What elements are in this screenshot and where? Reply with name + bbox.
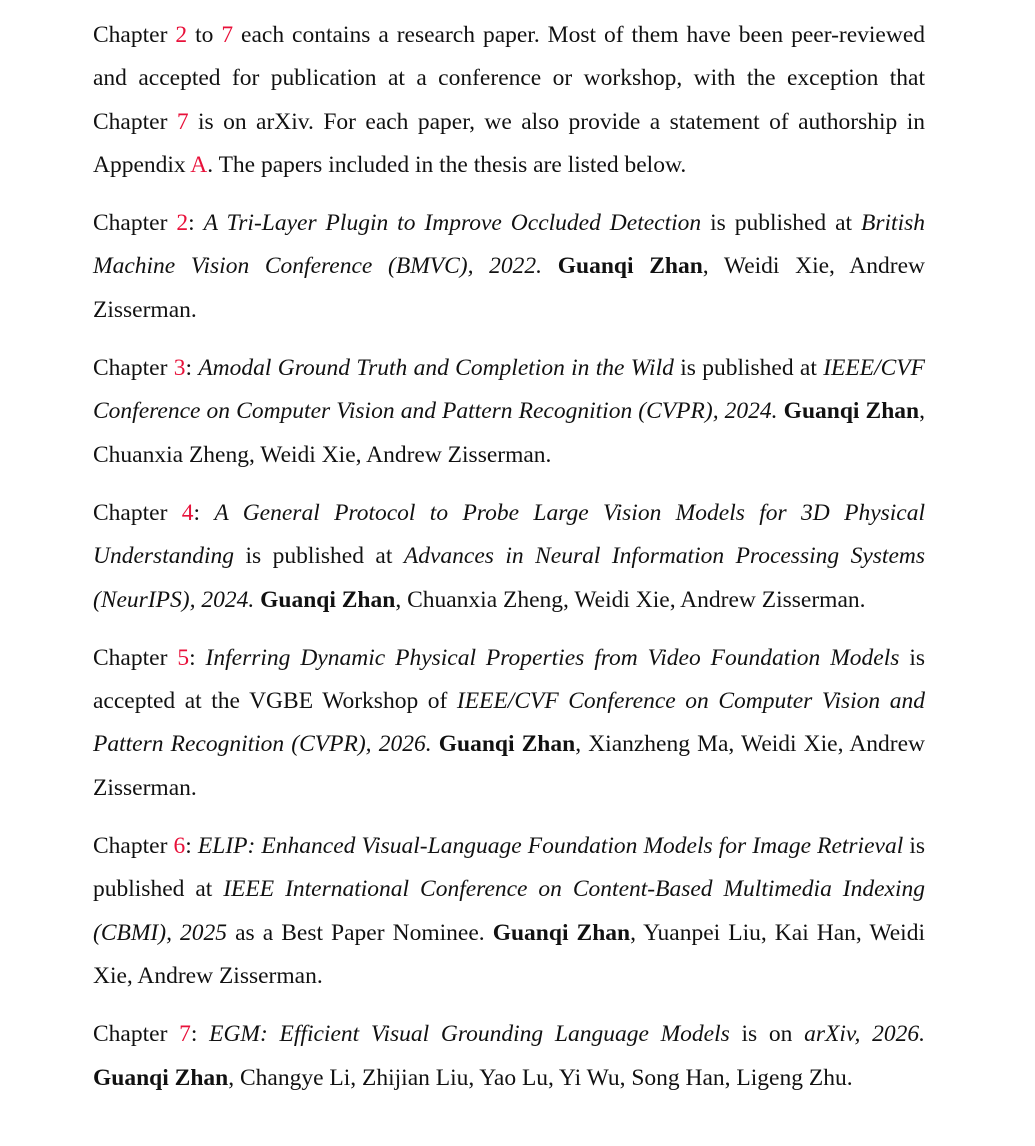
cross-reference-link[interactable]: 3 bbox=[173, 355, 186, 382]
publication-entry bbox=[93, 825, 925, 998]
italic-title: A Tri-Layer Plugin to Improve Occluded Detection bbox=[203, 210, 702, 237]
cross-reference-link[interactable]: 6 bbox=[173, 833, 186, 860]
text-run: , Xianzheng Ma, Weidi Xie, Andrew Zisserman. bbox=[93, 731, 926, 801]
text-run: . The papers included in the thesis are listed below. bbox=[207, 151, 687, 178]
publication-entry bbox=[93, 347, 925, 477]
text-run: is published at bbox=[93, 833, 926, 903]
text-run: : bbox=[188, 210, 204, 237]
text-run: each contains a research paper. Most of them have been peer-reviewed and accepted for publication at a conference or workshop, with the exception that Chapter bbox=[93, 22, 926, 135]
text-run bbox=[542, 253, 558, 279]
cross-reference-link[interactable]: 5 bbox=[177, 644, 190, 671]
text-run: is published at bbox=[701, 210, 862, 237]
text-run: , Changye Li, Zhijian Liu, Yao Lu, Yi Wu, Song Han, Ligeng Zhu. bbox=[228, 1064, 853, 1091]
text-run: is published at bbox=[673, 355, 824, 382]
author-name-bold: Guanqi Zhan bbox=[438, 731, 576, 758]
text-run: to bbox=[187, 22, 222, 48]
text-run: : bbox=[193, 499, 215, 526]
italic-title: Inferring Dynamic Physical Properties from Video Foundation Models bbox=[205, 644, 900, 671]
text-run: Chapter bbox=[93, 499, 182, 526]
text-run: Chapter bbox=[93, 644, 178, 671]
author-name-bold: Guanqi Zhan bbox=[492, 919, 631, 946]
italic-title: British Machine Vision Conference (BMVC), 2022. bbox=[93, 210, 926, 280]
italic-title: Advances in Neural Information Processing Systems (NeurIPS), 2024. bbox=[93, 543, 925, 613]
cross-reference-link[interactable]: 2 bbox=[176, 210, 189, 237]
text-run: : bbox=[185, 355, 199, 382]
document-page bbox=[93, 14, 925, 1115]
publication-entry bbox=[93, 637, 925, 810]
cross-reference-link[interactable]: 7 bbox=[221, 22, 234, 48]
publication-entry bbox=[93, 202, 925, 332]
italic-title: A General Protocol to Probe Large Vision Models for 3D Physical Understanding bbox=[93, 499, 926, 570]
author-name-bold: Guanqi Zhan bbox=[260, 586, 396, 613]
text-run: : bbox=[189, 644, 206, 671]
cross-reference-link[interactable]: 4 bbox=[181, 499, 194, 526]
text-run: Chapter bbox=[93, 355, 174, 382]
italic-title: IEEE/CVF Conference on Computer Vision and Pattern Recognition (CVPR), 2026. bbox=[93, 688, 925, 758]
cross-reference-link[interactable]: A bbox=[190, 151, 208, 178]
italic-title: Amodal Ground Truth and Completion in the Wild bbox=[198, 355, 674, 382]
text-run: is published at bbox=[234, 543, 404, 570]
author-name-bold: Guanqi Zhan bbox=[557, 253, 703, 280]
text-run: is on bbox=[729, 1021, 805, 1048]
text-run: , Weidi Xie, Andrew Zisserman. bbox=[93, 253, 925, 323]
intro-paragraph bbox=[93, 14, 925, 187]
author-name-bold: Guanqi Zhan bbox=[783, 398, 920, 425]
text-run: as a Best Paper Nominee. bbox=[227, 919, 493, 946]
text-run: Chapter bbox=[93, 22, 176, 48]
text-run: : bbox=[185, 833, 198, 860]
italic-title: ELIP: Enhanced Visual-Language Foundation Models for Image Retrieval bbox=[197, 833, 904, 860]
cross-reference-link[interactable]: 7 bbox=[179, 1021, 191, 1048]
cross-reference-link[interactable]: 7 bbox=[176, 108, 189, 135]
text-run: Chapter bbox=[93, 833, 174, 860]
publication-entry bbox=[93, 1013, 925, 1100]
text-run: , Chuanxia Zheng, Weidi Xie, Andrew Zisserman. bbox=[93, 398, 925, 468]
text-run: , Yuanpei Liu, Kai Han, Weidi Xie, Andrew Zisserman. bbox=[93, 919, 925, 989]
text-run: , Chuanxia Zheng, Weidi Xie, Andrew Zisserman. bbox=[395, 586, 866, 613]
author-name-bold: Guanqi Zhan bbox=[93, 1064, 229, 1091]
italic-title: EGM: Efficient Visual Grounding Language Models bbox=[209, 1021, 730, 1048]
cross-reference-link[interactable]: 2 bbox=[175, 22, 188, 48]
text-run: Chapter bbox=[93, 1021, 180, 1048]
text-run: is accepted at the VGBE Workshop of bbox=[93, 644, 926, 715]
text-run: : bbox=[190, 1021, 210, 1048]
text-run bbox=[432, 731, 439, 757]
text-run: is on arXiv. For each paper, we also provide a statement of authorship in Appendix bbox=[93, 108, 925, 178]
italic-title: arXiv, 2026. bbox=[804, 1021, 926, 1048]
italic-title: IEEE International Conference on Content-Based Multimedia Indexing (CBMI), 2025 bbox=[93, 876, 925, 946]
text-run: Chapter bbox=[93, 210, 177, 237]
italic-title: IEEE/CVF Conference on Computer Vision and Pattern Recognition (CVPR), 2024. bbox=[93, 355, 925, 425]
publication-entry bbox=[93, 492, 925, 622]
